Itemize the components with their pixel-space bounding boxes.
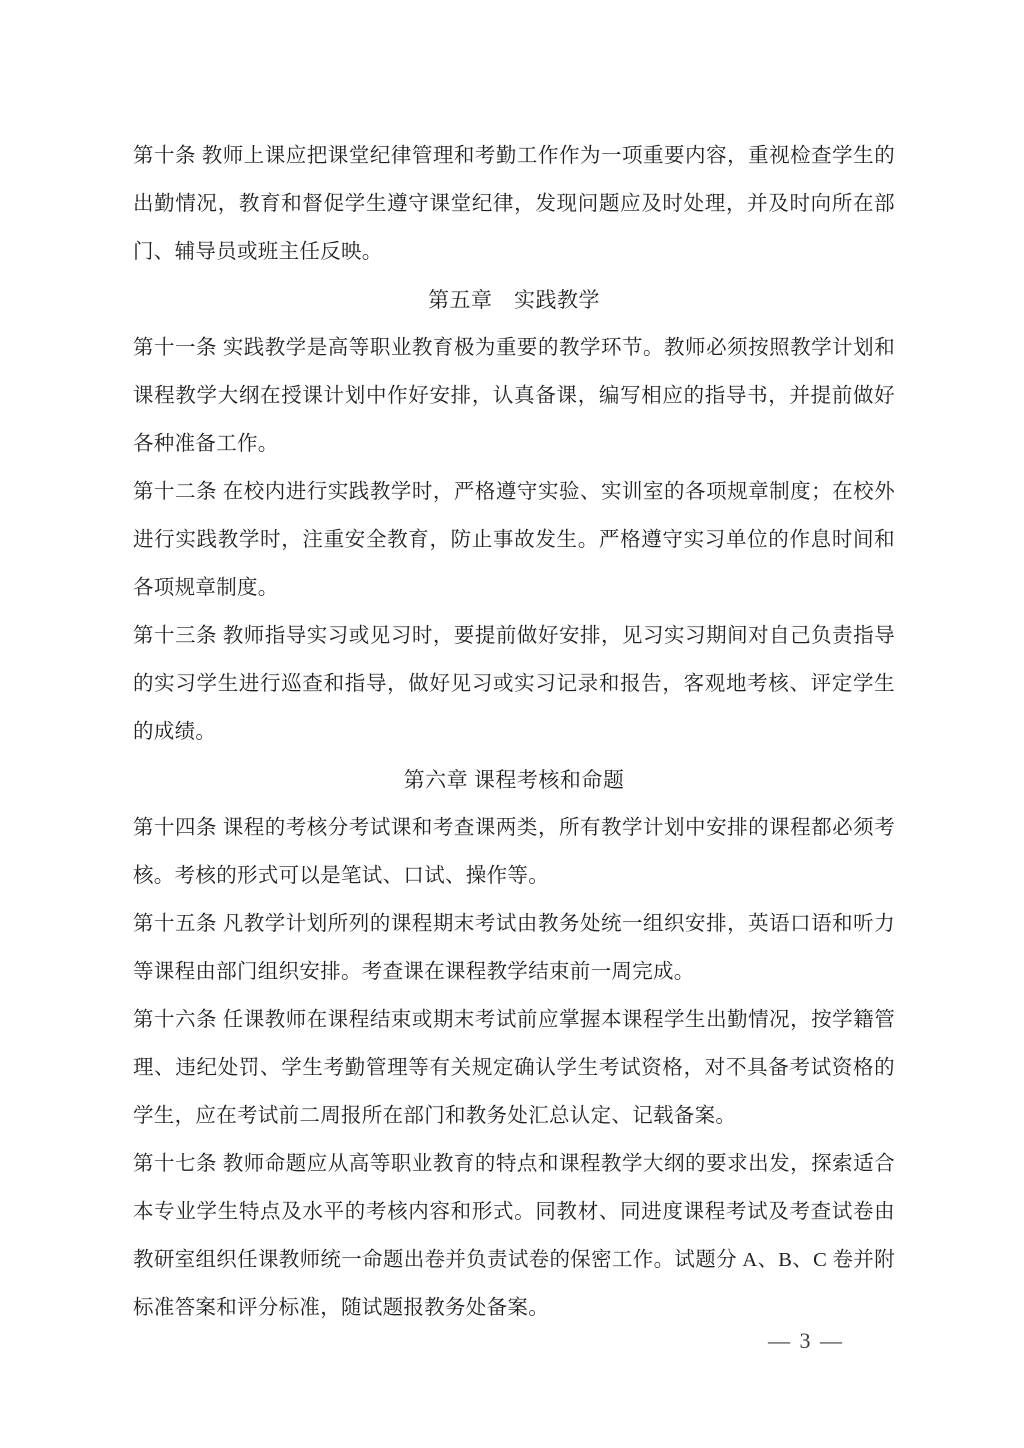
article-10-paragraph: 第十条 教师上课应把课堂纪律管理和考勤工作作为一项重要内容，重视检查学生的出勤情况，教育和督促学生遵守课堂纪律，发现问题应及时处理，并及时向所在部门、辅导员或班主任反映。 <box>133 145 895 263</box>
chapter-6-heading: 第六章 课程考核和命题 <box>403 768 625 792</box>
article-14-paragraph: 第十四条 课程的考核分考试课和考查课两类，所有教学计划中安排的课程都必须考核。考核的形式可以是笔试、口试、操作等。 <box>133 817 895 887</box>
page-number: — 3 — <box>768 1328 844 1353</box>
article-11-paragraph: 第十一条 实践教学是高等职业教育极为重要的教学环节。教师必须按照教学计划和课程教学大纲在授课计划中作好安排，认真备课，编写相应的指导书，并提前做好各种准备工作。 <box>133 337 895 455</box>
article-16-paragraph: 第十六条 任课教师在课程结束或期末考试前应掌握本课程学生出勤情况，按学籍管理、违纪处罚、学生考勤管理等有关规定确认学生考试资格，对不具备考试资格的学生，应在考试前二周报所在部门和教务处汇总认定、记载备案。 <box>133 1009 895 1127</box>
article-12-paragraph: 第十二条 在校内进行实践教学时，严格遵守实验、实训室的各项规章制度；在校外进行实践教学时，注重安全教育，防止事故发生。严格遵守实习单位的作息时间和各项规章制度。 <box>133 481 895 599</box>
document-body <box>133 132 895 1332</box>
chapter-5-heading: 第五章 实践教学 <box>428 288 600 312</box>
article-15-paragraph: 第十五条 凡教学计划所列的课程期末考试由教务处统一组织安排，英语口语和听力等课程由部门组织安排。考查课在课程教学结束前一周完成。 <box>133 913 895 983</box>
article-13-paragraph: 第十三条 教师指导实习或见习时，要提前做好安排，见习实习期间对自己负责指导的实习学生进行巡查和指导，做好见习或实习记录和报告，客观地考核、评定学生的成绩。 <box>133 625 895 743</box>
article-17-paragraph: 第十七条 教师命题应从高等职业教育的特点和课程教学大纲的要求出发，探索适合本专业学生特点及水平的考核内容和形式。同教材、同进度课程考试及考查试卷由教研室组织任课教师统一命题出卷并负责试卷的保密工作。试题分 A、B、C 卷并附标准答案和评分标准，随试题报教务处备案。 <box>133 1153 895 1319</box>
